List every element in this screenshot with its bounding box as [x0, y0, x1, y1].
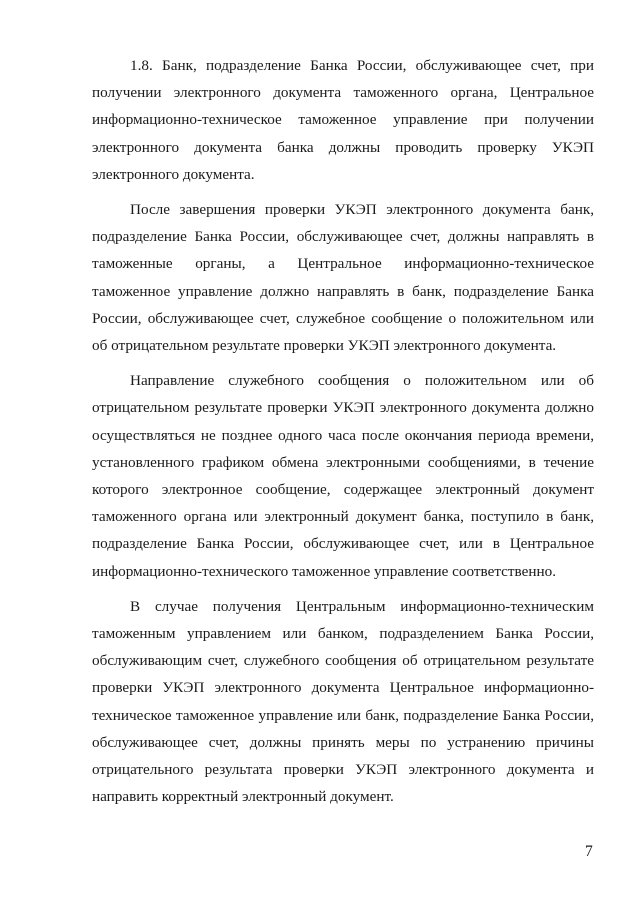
document-body — [92, 52, 594, 818]
paragraph-1-8: 1.8. Банк, подразделение Банка России, обслуживающее счет, при получении электронного документа таможенного органа, Центральное информационно-техническое таможенное управление при получении электронного документа банка должны проводить проверку УКЭП электронного документа. — [92, 57, 594, 183]
paragraph-message-deadline: Направление служебного сообщения о положительном или об отрицательном результате проверки УКЭП электронного документа должно осуществляться не позднее одного часа после окончания периода времени, установленного графиком обмена электронными сообщениями, в течение которого электронное сообщение, содержащее электронный документ таможенного органа или электронный документ банка, поступило в банк, подразделение Банка России, обслуживающее счет, или в Центральное информационно-технического таможенное управление соответственно. — [92, 372, 594, 580]
page-number: 7 — [585, 843, 593, 860]
paragraph-negative-result: В случае получения Центральным информационно-техническим таможенным управлением или банком, подразделением Банка России, обслуживающим счет, служебного сообщения об отрицательном результате проверки УКЭП электронного документа Центральное информационно-техническое таможенное управление или банк, подразделение Банка России, обслуживающее счет, должны принять меры по устранению причины отрицательного результата проверки УКЭП электронного документа и направить корректный электронный документ. — [92, 597, 594, 806]
paragraph-verification-result: После завершения проверки УКЭП электронного документа банк, подразделение Банка России, обслуживающее счет, должны направлять в таможенные органы, а Центральное информационно-техническое таможенное управление должно направлять в банк, подразделение Банка России, обслуживающее счет, служебное сообщение о положительном или об отрицательном результате проверки УКЭП электронного документа. — [92, 201, 594, 355]
